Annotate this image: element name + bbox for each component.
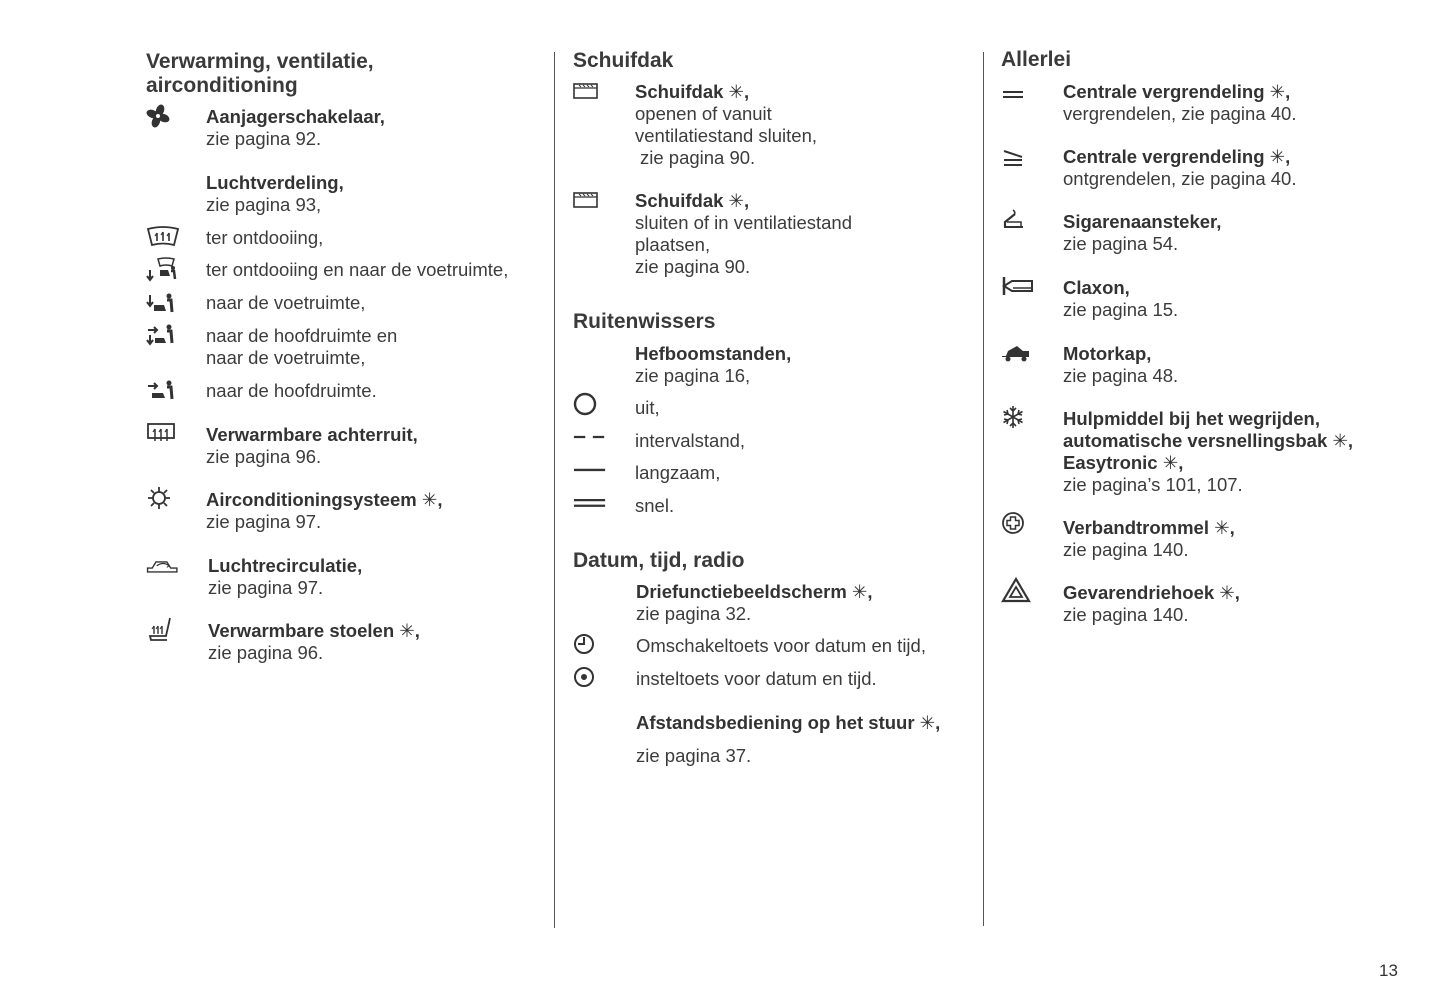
first-aid-icon	[1001, 510, 1035, 536]
list-item: ter ontdooiing en naar de voetruimte,	[206, 259, 509, 280]
set-button-icon	[573, 664, 607, 690]
seats-title: Verwarmbare stoelen ✳,	[208, 620, 420, 641]
lighter-title: Sigarenaansteker,	[1063, 211, 1222, 232]
list-item: langzaam,	[635, 462, 721, 483]
page-number: 13	[1379, 961, 1398, 980]
sunroof-open-line2: ventilatiestand sluiten,	[635, 125, 818, 146]
double-line-icon	[573, 489, 607, 515]
first-aid-title: Verbandtrommel ✳,	[1063, 517, 1235, 538]
display-title: Driefunctiebeeldscherm ✳,	[636, 581, 873, 602]
ac-title: Airconditioningsysteem ✳,	[206, 489, 443, 510]
sunroof-close-line1: sluiten of in ventilatiestand	[635, 212, 852, 233]
cigarette-lighter-icon	[1001, 206, 1035, 232]
bonnet-icon	[1001, 340, 1035, 366]
column-divider-1	[554, 52, 555, 928]
single-line-icon	[573, 456, 607, 482]
section-heading-line1: Verwarming, ventilatie,	[146, 50, 374, 73]
fan-ref: zie pagina 92.	[206, 128, 322, 149]
list-item-continued: naar de voetruimte,	[206, 347, 366, 368]
fan-icon	[146, 103, 180, 129]
datetime-heading: Datum, tijd, radio	[573, 549, 745, 572]
remote-title: Afstandsbediening op het stuur ✳,	[636, 712, 941, 733]
unlock-title: Centrale vergrendeling ✳,	[1063, 146, 1291, 167]
lock-line: vergrendelen, zie pagina 40.	[1063, 103, 1297, 124]
sunroof-heading: Schuifdak	[573, 49, 674, 72]
horn-title: Claxon,	[1063, 277, 1130, 298]
recirculation-icon	[146, 552, 180, 578]
winter-line2: automatische versnellingsbak ✳,	[1063, 430, 1354, 451]
fan-title: Aanjagerschakelaar,	[206, 106, 385, 127]
recirc-ref: zie pagina 97.	[208, 577, 324, 598]
lock-icon	[1001, 81, 1035, 107]
seat-heat-icon	[146, 616, 180, 642]
warning-triangle-icon	[1001, 577, 1035, 603]
unlock-line: ontgrendelen, zie pagina 40.	[1063, 168, 1297, 189]
lighter-line: zie pagina 54.	[1063, 233, 1179, 254]
wipers-heading: Ruitenwissers	[573, 310, 716, 333]
dashed-line-icon	[573, 424, 607, 450]
head-footwell-icon	[146, 322, 180, 348]
list-item: naar de voetruimte,	[206, 292, 366, 313]
list-item: snel.	[635, 495, 675, 516]
triangle-ref: zie pagina 140.	[1063, 604, 1189, 625]
unlock-icon	[1001, 145, 1035, 171]
winter-line1: Hulpmiddel bij het wegrijden,	[1063, 408, 1320, 429]
sunroof-open-line1: openen of vanuit	[635, 103, 772, 124]
bonnet-line: zie pagina 48.	[1063, 365, 1179, 386]
first-aid-ref: zie pagina 140.	[1063, 539, 1189, 560]
footwell-icon	[146, 290, 180, 316]
clock-icon	[573, 631, 607, 657]
sunroof-icon	[573, 78, 607, 104]
rear-window-ref: zie pagina 96.	[206, 446, 322, 467]
ac-icon	[146, 485, 180, 511]
horn-icon	[1001, 273, 1035, 299]
recirc-title: Luchtrecirculatie,	[208, 555, 363, 576]
remote-ref: zie pagina 37.	[636, 745, 752, 766]
list-item: naar de hoofdruimte en	[206, 325, 398, 346]
wipers-ref: zie pagina 16,	[635, 365, 751, 386]
list-item: intervalstand,	[635, 430, 746, 451]
triangle-title: Gevarendriehoek ✳,	[1063, 582, 1240, 603]
winter-ref: zie pagina’s 101, 107.	[1063, 474, 1243, 495]
misc-heading: Allerlei	[1001, 48, 1072, 71]
defrost-footwell-icon	[146, 256, 180, 282]
horn-line: zie pagina 15.	[1063, 299, 1179, 320]
air-distribution-title: Luchtverdeling,	[206, 172, 344, 193]
display-ref: zie pagina 32.	[636, 603, 752, 624]
windshield-defrost-icon	[146, 224, 180, 250]
list-item: uit,	[635, 397, 660, 418]
sunroof-open-ref: zie pagina 90.	[640, 147, 756, 168]
section-heading-line2: airconditioning	[146, 74, 298, 97]
rear-window-title: Verwarmbare achterruit,	[206, 424, 418, 445]
air-distribution-ref: zie pagina 93,	[206, 194, 322, 215]
column-divider-2	[983, 52, 984, 926]
rear-window-heat-icon	[146, 420, 180, 446]
list-item: ter ontdooiing,	[206, 227, 324, 248]
wipers-title: Hefboomstanden,	[635, 343, 792, 364]
ac-ref: zie pagina 97.	[206, 511, 322, 532]
clock-button-text: Omschakeltoets voor datum en tijd,	[636, 635, 926, 656]
circle-icon	[573, 391, 607, 417]
sunroof-close-line2: plaatsen,	[635, 234, 711, 255]
snowflake-icon	[1001, 404, 1035, 430]
set-button-text: insteltoets voor datum en tijd.	[636, 668, 877, 689]
list-item: naar de hoofdruimte.	[206, 380, 377, 401]
sunroof-close-ref: zie pagina 90.	[635, 256, 751, 277]
seats-ref: zie pagina 96.	[208, 642, 324, 663]
sunroof-icon	[573, 187, 607, 213]
bonnet-title: Motorkap,	[1063, 343, 1152, 364]
lock-title: Centrale vergrendeling ✳,	[1063, 81, 1291, 102]
winter-line3: Easytronic ✳,	[1063, 452, 1184, 473]
head-icon	[146, 377, 180, 403]
sunroof-close-title: Schuifdak ✳,	[635, 190, 750, 211]
sunroof-open-title: Schuifdak ✳,	[635, 81, 750, 102]
